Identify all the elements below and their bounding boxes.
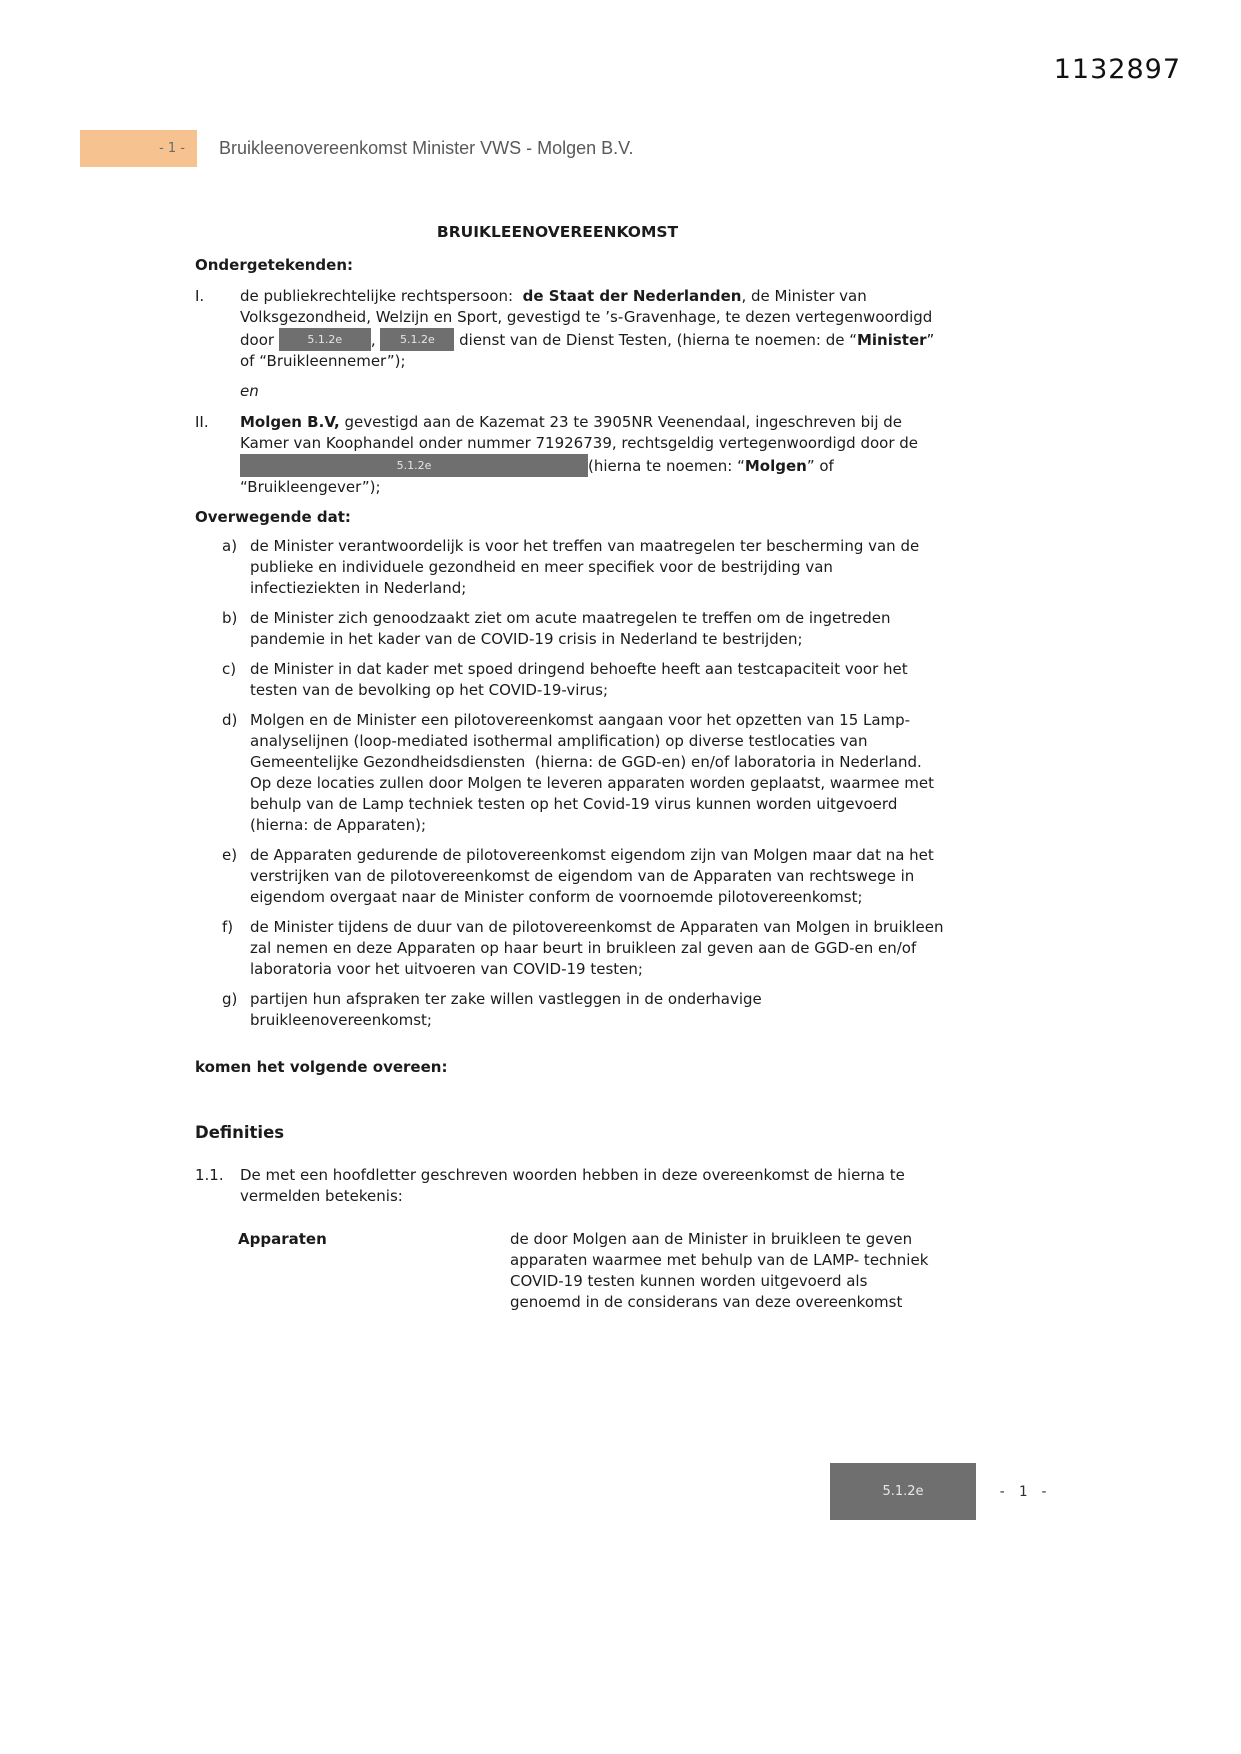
document-number: 1132897 [1053, 54, 1181, 85]
text-run: de publiekrechtelijke rechtspersoon: [240, 287, 523, 305]
party-marker: II. [195, 413, 209, 431]
item-text [250, 845, 934, 908]
text-run: (hierna te noemen: “ [588, 457, 745, 475]
text-run: Kamer van Koophandel onder nummer 71926739, rechtsgeldig vertegenwoordigd door de [240, 434, 919, 452]
text-run: de door Molgen aan de Minister in bruikleen te geven [510, 1230, 913, 1248]
item-marker: a) [222, 537, 238, 555]
text-run: pandemie in het kader van de COVID-19 crisis in Nederland te bestrijden; [250, 630, 803, 648]
text-run: verstrijken van de pilotovereenkomst de eigendom van de Apparaten van rechtswege in [250, 867, 915, 885]
header-page-marker: - 1 - [159, 141, 185, 156]
redaction-box: 5.1.2e [279, 328, 371, 351]
text-run: infectieziekten in Nederland; [250, 579, 467, 597]
text-run: door [240, 331, 279, 349]
considerans-item-f [222, 917, 944, 980]
party-marker: I. [195, 287, 205, 305]
page-header [80, 130, 634, 167]
text-run: analyselijnen (loop-mediated isothermal amplification) op diverse testlocaties van [250, 732, 868, 750]
item-marker: f) [222, 918, 234, 936]
definition-text [510, 1229, 928, 1313]
considerans-item-b [222, 608, 935, 650]
text-run: de Minister zich genoodzaakt ziet om acute maatregelen te treffen om de ingetreden [250, 609, 891, 627]
text-run: eigendom overgaat naar de Minister conform de voornoemde pilotovereenkomst; [250, 888, 863, 906]
item-text [250, 536, 919, 599]
redaction-label: 5.1.2e [882, 1484, 924, 1499]
conjunction-en: en [240, 382, 259, 400]
redaction-box [830, 1463, 976, 1520]
text-run: zal nemen en deze Apparaten op haar beurt in bruikleen zal geven aan de GGD-en en/of [250, 939, 917, 957]
item-text [250, 608, 890, 650]
text-run: “Bruikleengever”); [240, 478, 381, 496]
clause-marker: 1.1. [195, 1166, 224, 1184]
text-run: COVID-19 testen kunnen worden uitgevoerd als [510, 1272, 868, 1290]
ondergetekenden-heading: Ondergetekenden: [195, 256, 354, 274]
text-run: de Staat der Nederlanden [522, 287, 742, 305]
text-run: Molgen [744, 457, 807, 475]
item-marker: e) [222, 846, 238, 864]
text-run: Op deze locaties zullen door Molgen te leveren apparaten worden geplaatst, waarmee met [250, 774, 935, 792]
text-run: Minister [856, 331, 927, 349]
considerans-item-g [222, 989, 935, 1031]
text-run: Gemeentelijke Gezondheidsdiensten (hierna: de GGD-en) en/of laboratoria in Nederland. [250, 753, 922, 771]
item-marker: c) [222, 660, 237, 678]
text-run: genoemd in de considerans van deze overeenkomst [510, 1293, 903, 1311]
text-run: , de Minister van [741, 287, 867, 305]
text-run: de Minister tijdens de duur van de pilotovereenkomst de Apparaten van Molgen in bruikleen [250, 918, 944, 936]
komen-heading: komen het volgende overeen: [195, 1058, 448, 1076]
party-text [240, 412, 918, 498]
overwegende-heading: Overwegende dat: [195, 508, 351, 526]
text-run: De met een hoofdletter geschreven woorden hebben in deze overeenkomst de hierna te [240, 1166, 905, 1184]
definition-apparaten [238, 1229, 935, 1313]
text-run: testen van de bevolking op het COVID-19-virus; [250, 681, 608, 699]
considerans-item-c [222, 659, 935, 701]
text-run: of “Bruikleennemer”); [240, 352, 406, 370]
item-text [250, 989, 762, 1031]
text-run: bruikleenovereenkomst; [250, 1011, 432, 1029]
text-run: behulp van de Lamp techniek testen op het Covid-19 virus kunnen worden uitgevoerd [250, 795, 898, 813]
clause-1-1 [195, 1165, 935, 1207]
item-marker: d) [222, 711, 238, 729]
considerans-item-d [222, 710, 935, 836]
text-run: gevestigd aan de Kazemat 23 te 3905NR Veenendaal, ingeschreven bij de [339, 413, 903, 431]
text-run: Volksgezondheid, Welzijn en Sport, gevestigd te ’s-Gravenhage, te dezen vertegenwoordigd [240, 308, 933, 326]
item-text [250, 917, 944, 980]
text-run: vermelden betekenis: [240, 1187, 403, 1205]
item-text [250, 710, 934, 836]
header-highlight-box [80, 130, 197, 167]
considerans-item-a [222, 536, 935, 599]
text-run: publieke en individuele gezondheid en meer specifiek voor de bestrijding van [250, 558, 833, 576]
text-run: dienst van de Dienst Testen, (hierna te noemen: de “ [454, 331, 857, 349]
definities-heading: Definities [195, 1123, 285, 1142]
text-run: Molgen B.V, [240, 413, 340, 431]
considerans-item-e [222, 845, 935, 908]
item-marker: b) [222, 609, 238, 627]
text-run: de Minister in dat kader met spoed dringend behoefte heeft aan testcapaciteit voor het [250, 660, 908, 678]
clause-text [240, 1165, 905, 1207]
text-run: laboratoria voor het uitvoeren van COVID-19 testen; [250, 960, 643, 978]
redaction-box: 5.1.2e [380, 328, 454, 351]
page-number: - 1 - [998, 1483, 1051, 1500]
document-body [195, 222, 944, 1313]
text-run: , [370, 331, 381, 349]
redaction-box: 5.1.2e [240, 454, 588, 477]
text-run: de Minister verantwoordelijk is voor het treffen van maatregelen ter bescherming van de [250, 537, 920, 555]
party-section-2 [195, 412, 935, 498]
header-title: Bruikleenovereenkomst Minister VWS - Molgen B.V. [219, 138, 634, 158]
document-title: BRUIKLEENOVEREENKOMST [436, 223, 679, 241]
definition-term: Apparaten [238, 1230, 327, 1248]
text-run: partijen hun afspraken ter zake willen vastleggen in de onderhavige [250, 990, 762, 1008]
item-marker: g) [222, 990, 238, 1008]
page-footer [830, 1463, 1050, 1520]
text-run: (hierna: de Apparaten); [250, 816, 427, 834]
item-text [250, 659, 908, 701]
text-run: ” [926, 331, 935, 349]
text-run: de Apparaten gedurende de pilotovereenkomst eigendom zijn van Molgen maar dat na het [250, 846, 934, 864]
party-section-1 [195, 286, 935, 372]
text-run: ” of [806, 457, 834, 475]
party-text [240, 286, 934, 372]
text-run: Molgen en de Minister een pilotovereenkomst aangaan voor het opzetten van 15 Lamp- [250, 711, 911, 729]
text-run: apparaten waarmee met behulp van de LAMP- techniek [510, 1251, 929, 1269]
